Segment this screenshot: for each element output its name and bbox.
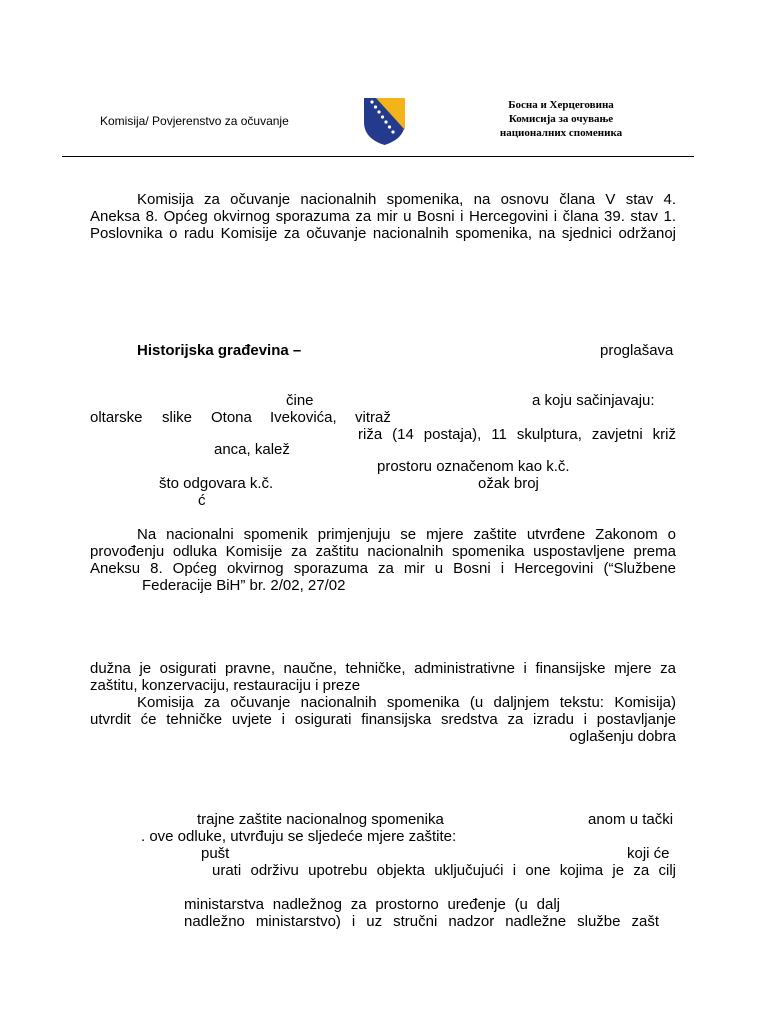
measures-ministarstva-2: nadležno ministarstvo) i uz stručni nadzor nadležne službe zašt <box>184 913 659 930</box>
intro-line-2: Aneksa 8. Općeg okvirnog sporazuma za mir u Bosni i Hercegovini i člana 39. stav 1. <box>90 208 676 225</box>
oltarske-word-4: Ivekovića, <box>270 409 337 426</box>
duty-line-5: oglašenju dobra <box>569 728 676 745</box>
measures-anom: anom u tački <box>588 811 674 828</box>
intro-line-3: Poslovnika o radu Komisije za očuvanje nacionalnih spomenika, na sjednici održanoj <box>90 225 676 242</box>
header-divider <box>62 156 694 157</box>
intro-line-1: Komisija za očuvanje nacionalnih spomenika, na osnovu člana V stav 4. <box>137 191 676 208</box>
fragment-a-koju: a koju sačinjavaju: <box>532 392 655 409</box>
header-commission-latin: Komisija/ Povjerenstvo za očuvanje <box>100 114 289 128</box>
protection-line-2: provođenju odluka Komisije za zaštitu nacionalnih spomenika uspostavljene prema <box>90 543 676 560</box>
measures-pust: pušt <box>201 845 230 862</box>
duty-line-1: dužna je osigurati pravne, naučne, tehničke, administrativne i finansijske mjere za <box>90 660 676 677</box>
oltarske-word-2: slike <box>162 409 193 426</box>
header-cyrillic-line-2: Комисија за очување <box>508 113 614 125</box>
duty-line-3: Komisija za očuvanje nacionalnih spomenika (u daljnjem tekstu: Komisija) <box>137 694 676 711</box>
header-commission-cyrillic <box>486 98 636 140</box>
fragment-cine: čine <box>286 392 314 409</box>
duty-line-2: zaštitu, konzervaciju, restauraciju i preze <box>90 677 361 694</box>
oltarske-word-1: oltarske <box>90 409 143 426</box>
header-cyrillic-line-3: националних споменика <box>499 127 623 139</box>
duty-line-4: utvrdit će tehničke uvjete i osigurati finansijska sredstva za izradu i postavljanje <box>90 711 676 728</box>
fragment-riza: riža (14 postaja), 11 skulptura, zavjetni križ <box>358 426 676 443</box>
oltarske-word-5: vitraž <box>355 409 391 426</box>
fragment-prostoru: prostoru označenom kao k.č. <box>377 458 570 475</box>
fragment-sto-odgovara: što odgovara k.č. <box>159 475 274 492</box>
fragment-c: ć <box>198 492 206 509</box>
protection-line-4: Federacije BiH” br. 2/02, 27/02 <box>142 577 346 594</box>
oltarske-word-3: Otona <box>211 409 252 426</box>
protection-line-3: Aneksu 8. Općeg okvirnog sporazuma za mir u Bosni i Hercegovini (“Službene <box>90 560 676 577</box>
measures-koji: koji će <box>627 845 670 862</box>
measures-ove: . ove odluke, utvrđuju se sljedeće mjere zaštite: <box>141 828 457 845</box>
measures-trajne: trajne zaštite nacionalnog spomenika <box>197 811 444 828</box>
protection-line-1: Na nacionalni spomenik primjenjuju se mjere zaštite utvrđene Zakonom o <box>137 526 676 543</box>
bosnia-coat-of-arms-icon <box>362 96 407 146</box>
fragment-anca: anca, kalež <box>214 441 290 458</box>
declaration-verb: proglašava <box>600 342 674 359</box>
measures-urati: urati održivu upotrebu objekta uključujući i one kojima je za cilj <box>212 862 676 879</box>
declaration-title: Historijska građevina – <box>137 342 302 359</box>
fragment-ozak: ožak broj <box>478 475 539 492</box>
header-cyrillic-line-1: Босна и Херцеговина <box>508 99 614 111</box>
measures-ministarstva-1: ministarstva nadležnog za prostorno uređenje (u dalj <box>184 896 560 913</box>
